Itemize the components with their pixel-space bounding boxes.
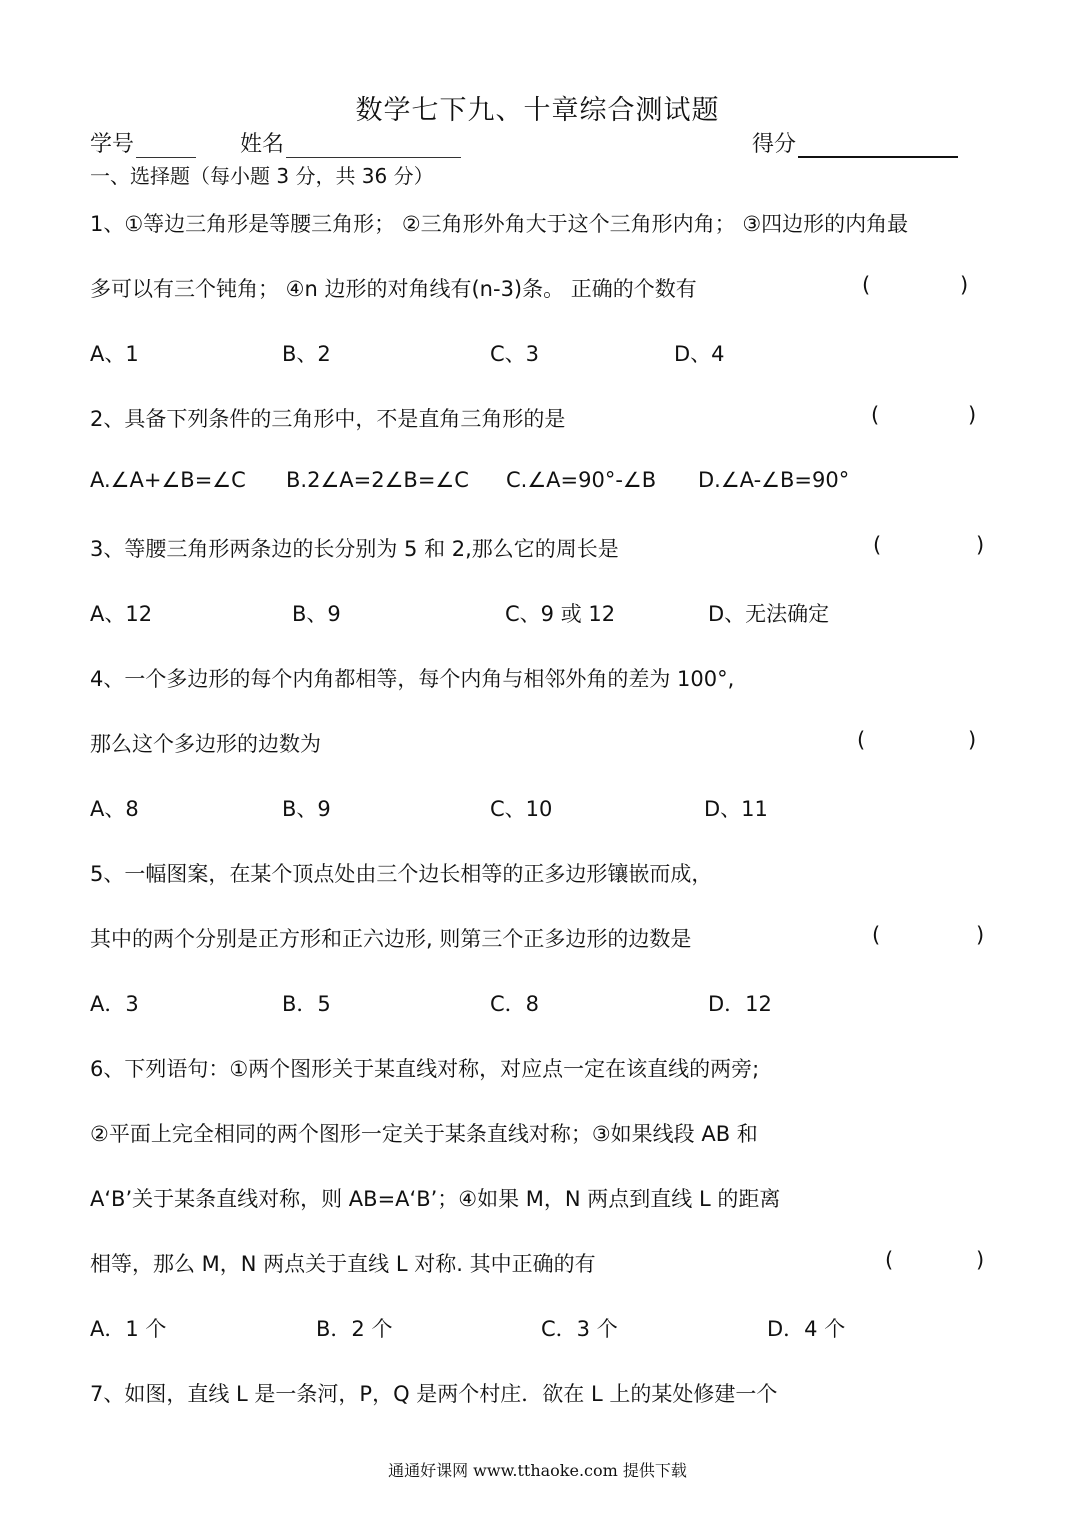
student-id-blank[interactable]: [136, 135, 196, 158]
q2-option-b: B.2∠A=2∠B=∠C: [286, 468, 469, 492]
answer-bracket-open: (: [873, 533, 882, 557]
question-4-line-1: 4、一个多边形的每个内角都相等，每个内角与相邻外角的差为 100°,: [90, 667, 735, 691]
name-label: 姓名: [240, 132, 285, 157]
question-2-line-1: 2、具备下列条件的三角形中，不是直角三角形的是: [90, 407, 566, 431]
answer-bracket-open: (: [862, 273, 871, 297]
student-id-field[interactable]: [90, 127, 196, 158]
q1-option-b: B、2: [282, 342, 331, 366]
q5-option-b: B．5: [282, 992, 331, 1016]
question-1-line-1: 1、①等边三角形是等腰三角形； ②三角形外角大于这个三角形内角； ③四边形的内角最: [90, 212, 909, 236]
q3-option-a: A、12: [90, 602, 153, 626]
q3-option-c: C、9 或 12: [505, 602, 616, 626]
q3-option-d: D、无法确定: [708, 602, 830, 626]
q6-option-c: C．3 个: [541, 1317, 618, 1341]
q3-option-b: B、9: [292, 602, 341, 626]
question-6-line-1: 6、下列语句：①两个图形关于某直线对称，对应点一定在该直线的两旁;: [90, 1057, 760, 1081]
question-3-line-1: 3、等腰三角形两条边的长分别为 5 和 2,那么它的周长是: [90, 537, 619, 561]
q1-option-c: C、3: [490, 342, 540, 366]
answer-bracket-close: ): [976, 533, 985, 557]
question-6-line-3: A‘B’关于某条直线对称，则 AB=A‘B’；④如果 M，N 两点到直线 L 的距离: [90, 1187, 781, 1211]
question-5-line-2: 其中的两个分别是正方形和正六边形, 则第三个正多边形的边数是: [90, 927, 692, 951]
q5-option-a: A．3: [90, 992, 139, 1016]
question-1-line-2: 多可以有三个钝角； ④n 边形的对角线有(n-3)条。 正确的个数有: [90, 277, 697, 301]
question-7-line-1: 7、如图，直线 L 是一条河，P，Q 是两个村庄．欲在 L 上的某处修建一个: [90, 1382, 778, 1406]
answer-bracket-close: ): [976, 923, 985, 947]
name-field[interactable]: [240, 127, 461, 158]
q4-option-b: B、9: [282, 797, 331, 821]
answer-bracket-open: (: [857, 728, 866, 752]
score-field[interactable]: [752, 127, 958, 158]
page-title: 数学七下九、十章综合测试题: [355, 95, 720, 126]
answer-bracket-close: ): [960, 273, 969, 297]
q2-option-c: C.∠A=90°-∠B: [506, 468, 657, 492]
score-blank[interactable]: [798, 134, 958, 158]
q6-option-b: B．2 个: [316, 1317, 393, 1341]
answer-bracket-open: (: [885, 1248, 894, 1272]
q1-option-d: D、4: [674, 342, 725, 366]
name-blank[interactable]: [286, 135, 461, 158]
section-heading: 一、选择题（每小题 3 分，共 36 分）: [90, 164, 434, 188]
q6-option-d: D．4 个: [767, 1317, 846, 1341]
answer-bracket-close: ): [976, 1248, 985, 1272]
q2-option-d: D.∠A-∠B=90°: [698, 468, 850, 492]
q1-option-a: A、1: [90, 342, 139, 366]
student-id-label: 学号: [90, 132, 135, 157]
answer-bracket-close: ): [968, 403, 977, 427]
question-6-line-4: 相等，那么 M，N 两点关于直线 L 对称. 其中正确的有: [90, 1252, 596, 1276]
q6-option-a: A．1 个: [90, 1317, 167, 1341]
q5-option-c: C．8: [490, 992, 540, 1016]
q5-option-d: D．12: [708, 992, 772, 1016]
answer-bracket-open: (: [872, 923, 881, 947]
q2-option-a: A.∠A+∠B=∠C: [90, 468, 246, 492]
q4-option-c: C、10: [490, 797, 553, 821]
q4-option-a: A、8: [90, 797, 139, 821]
answer-bracket-open: (: [871, 403, 880, 427]
score-label: 得分: [752, 132, 797, 157]
footer-credit: 通通好课网 www.tthaoke.com 提供下载: [388, 1461, 687, 1480]
answer-bracket-close: ): [968, 728, 977, 752]
q4-option-d: D、11: [704, 797, 768, 821]
question-5-line-1: 5、一幅图案，在某个顶点处由三个边长相等的正多边形镶嵌而成，: [90, 862, 713, 886]
question-4-line-2: 那么这个多边形的边数为: [90, 732, 321, 756]
question-6-line-2: ②平面上完全相同的两个图形一定关于某条直线对称；③如果线段 AB 和: [90, 1122, 758, 1146]
